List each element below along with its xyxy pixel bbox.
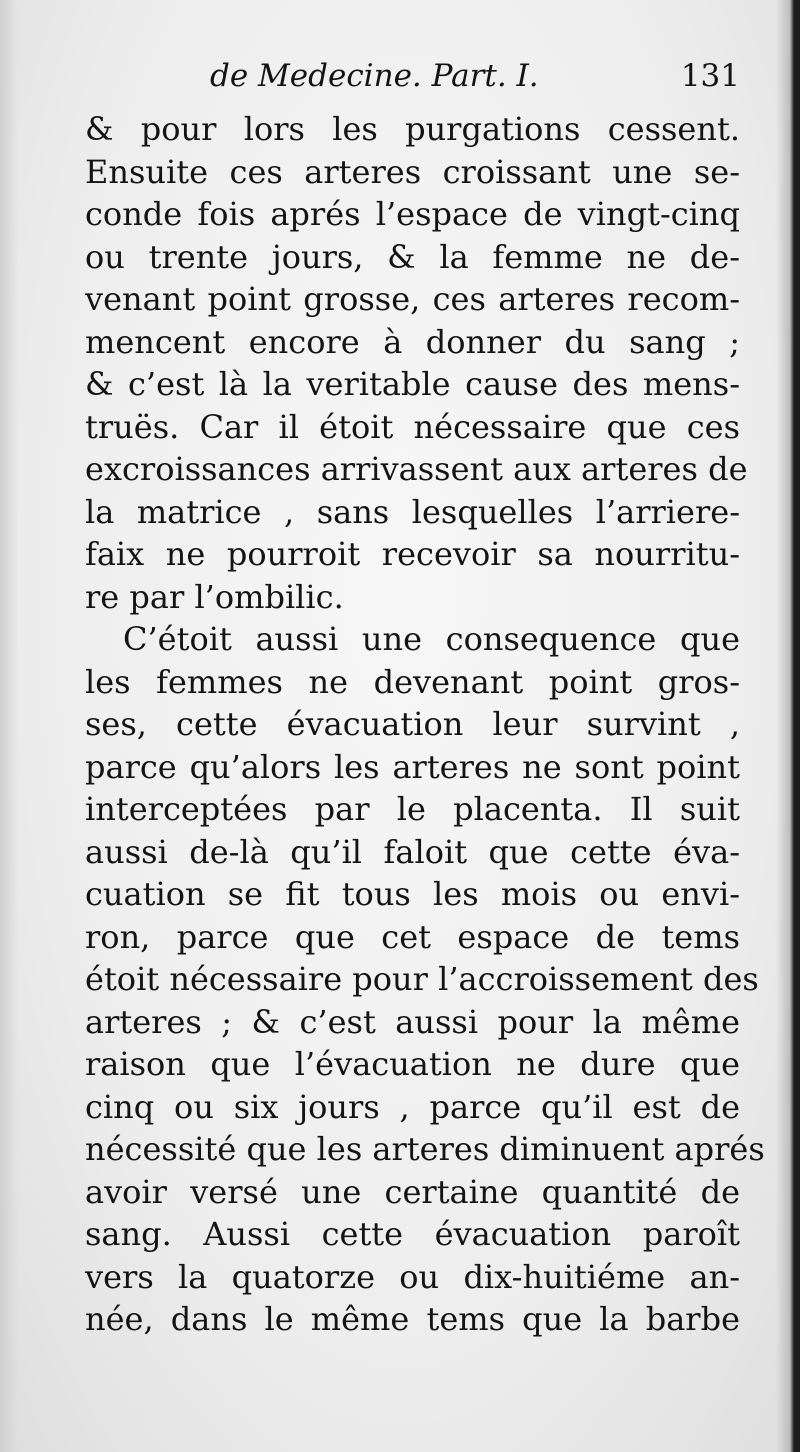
text-line: arteres ; & c’est aussi pour la même [85, 1002, 740, 1041]
text-line: venant point grosse, ces arteres recom- [85, 280, 740, 318]
running-title: de Medecine. Part. I. [210, 58, 539, 94]
text-line: conde fois aprés l’espace de vingt-cinq [85, 195, 740, 233]
text-line: la matrice , sans lesquelles l’arriere- [85, 492, 740, 531]
text-line: vers la quatorze ou dix-huitiéme an- [85, 1257, 740, 1296]
text-line: re par l’ombilic. [85, 577, 344, 616]
body-text [85, 108, 765, 1368]
text-line: née, dans le même tems que la barbe [85, 1300, 740, 1338]
page-number: 131 [680, 58, 740, 94]
text-line: cinq ou six jours , parce qu’il est de [85, 1087, 740, 1126]
text-line: aussi de-là qu’il faloit que cette éva- [85, 832, 740, 871]
text-line: ron, parce que cet espace de tems [85, 917, 740, 956]
text-line: excroissances arrivassent aux arteres de [85, 450, 748, 488]
text-line: mencent encore à donner du sang ; [85, 322, 740, 361]
text-line: truës. Car il étoit nécessaire que ces [85, 407, 740, 446]
text-line: parce qu’alors les arteres ne sont point [85, 747, 740, 786]
text-line-paragraph-start: C’étoit aussi une consequence que [123, 620, 740, 658]
page-edge-right [776, 0, 800, 1452]
text-line: ou trente jours, & la femme ne de- [85, 237, 740, 276]
text-line: ses, cette évacuation leur survint , [85, 705, 740, 743]
text-line: & c’est là la veritable cause des mens- [85, 365, 740, 403]
text-line: interceptées par le placenta. Il suit [85, 790, 740, 828]
page-shadow-left [0, 0, 18, 1452]
text-line: faix ne pourroit recevoir sa nourritu- [85, 535, 740, 573]
text-line: nécessité que les arteres diminuent aprés [85, 1130, 765, 1168]
text-line: étoit nécessaire pour l’accroissement des [85, 960, 759, 998]
text-line: cuation se fit tous les mois ou envi- [85, 875, 740, 913]
text-line: Ensuite ces arteres croissant une se- [85, 152, 740, 191]
page-header [210, 50, 750, 102]
text-line: sang. Aussi cette évacuation paroît [85, 1215, 740, 1253]
text-line: & pour lors les purgations cessent. [85, 110, 740, 148]
text-line: raison que l’évacuation ne dure que [85, 1045, 740, 1083]
text-line: avoir versé une certaine quantité de [85, 1172, 740, 1211]
text-line: les femmes ne devenant point gros- [85, 662, 740, 701]
